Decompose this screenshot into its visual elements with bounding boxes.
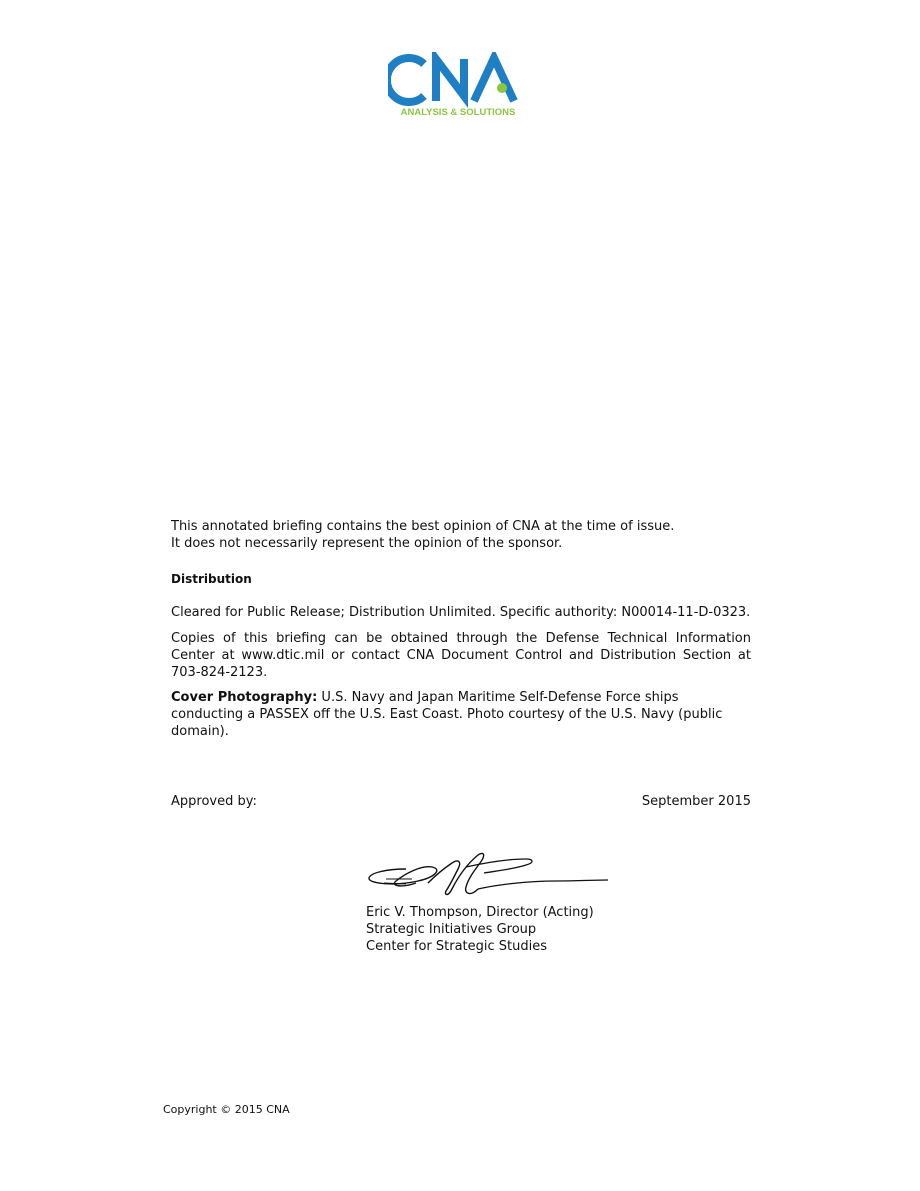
cover-photography-text: U.S. Navy and Japan Maritime Self-Defense Force ships conducting a PASSEX off the U.S. East Coast. Photo courtesy of the U.S. Navy (public domain). — [171, 690, 723, 739]
cna-logo — [388, 52, 528, 118]
signer-block — [366, 904, 594, 955]
cover-photography-label: Cover Photography: — [171, 690, 318, 705]
approval-row — [171, 793, 751, 810]
logo-letter-a — [474, 58, 514, 101]
cna-logo-graphic — [388, 52, 528, 118]
signer-name: Eric V. Thompson, Director (Acting) — [366, 905, 594, 920]
signature-graphic — [366, 845, 611, 903]
logo-tagline: ANALYSIS & SOLUTIONS — [400, 107, 516, 118]
distribution-copies: Copies of this briefing can be obtained through the Defense Technical Information Center at www.dtic.mil or contact CNA Document Control and Distribution Section at 703-824-2123. — [171, 631, 751, 680]
distribution-clearance: Cleared for Public Release; Distribution Unlimited. Specific authority: N00014-11-D-0323. — [171, 605, 751, 620]
distribution-heading: Distribution — [171, 572, 252, 586]
copyright: Copyright © 2015 CNA — [163, 1103, 290, 1116]
disclaimer-line-2: It does not necessarily represent the opinion of the sponsor. — [171, 536, 563, 551]
logo-letter-n — [436, 59, 464, 101]
approval-date: September 2015 — [641, 794, 751, 809]
cover-photography — [171, 689, 751, 740]
disclaimer — [171, 518, 751, 552]
signature — [366, 845, 611, 903]
logo-dot — [497, 83, 507, 93]
disclaimer-line-1: This annotated briefing contains the best opinion of CNA at the time of issue. — [171, 519, 675, 534]
signer-center: Center for Strategic Studies — [366, 939, 548, 954]
signer-group: Strategic Initiatives Group — [366, 922, 537, 937]
approved-by-label: Approved by: — [171, 794, 257, 809]
logo-letter-c — [388, 58, 424, 102]
